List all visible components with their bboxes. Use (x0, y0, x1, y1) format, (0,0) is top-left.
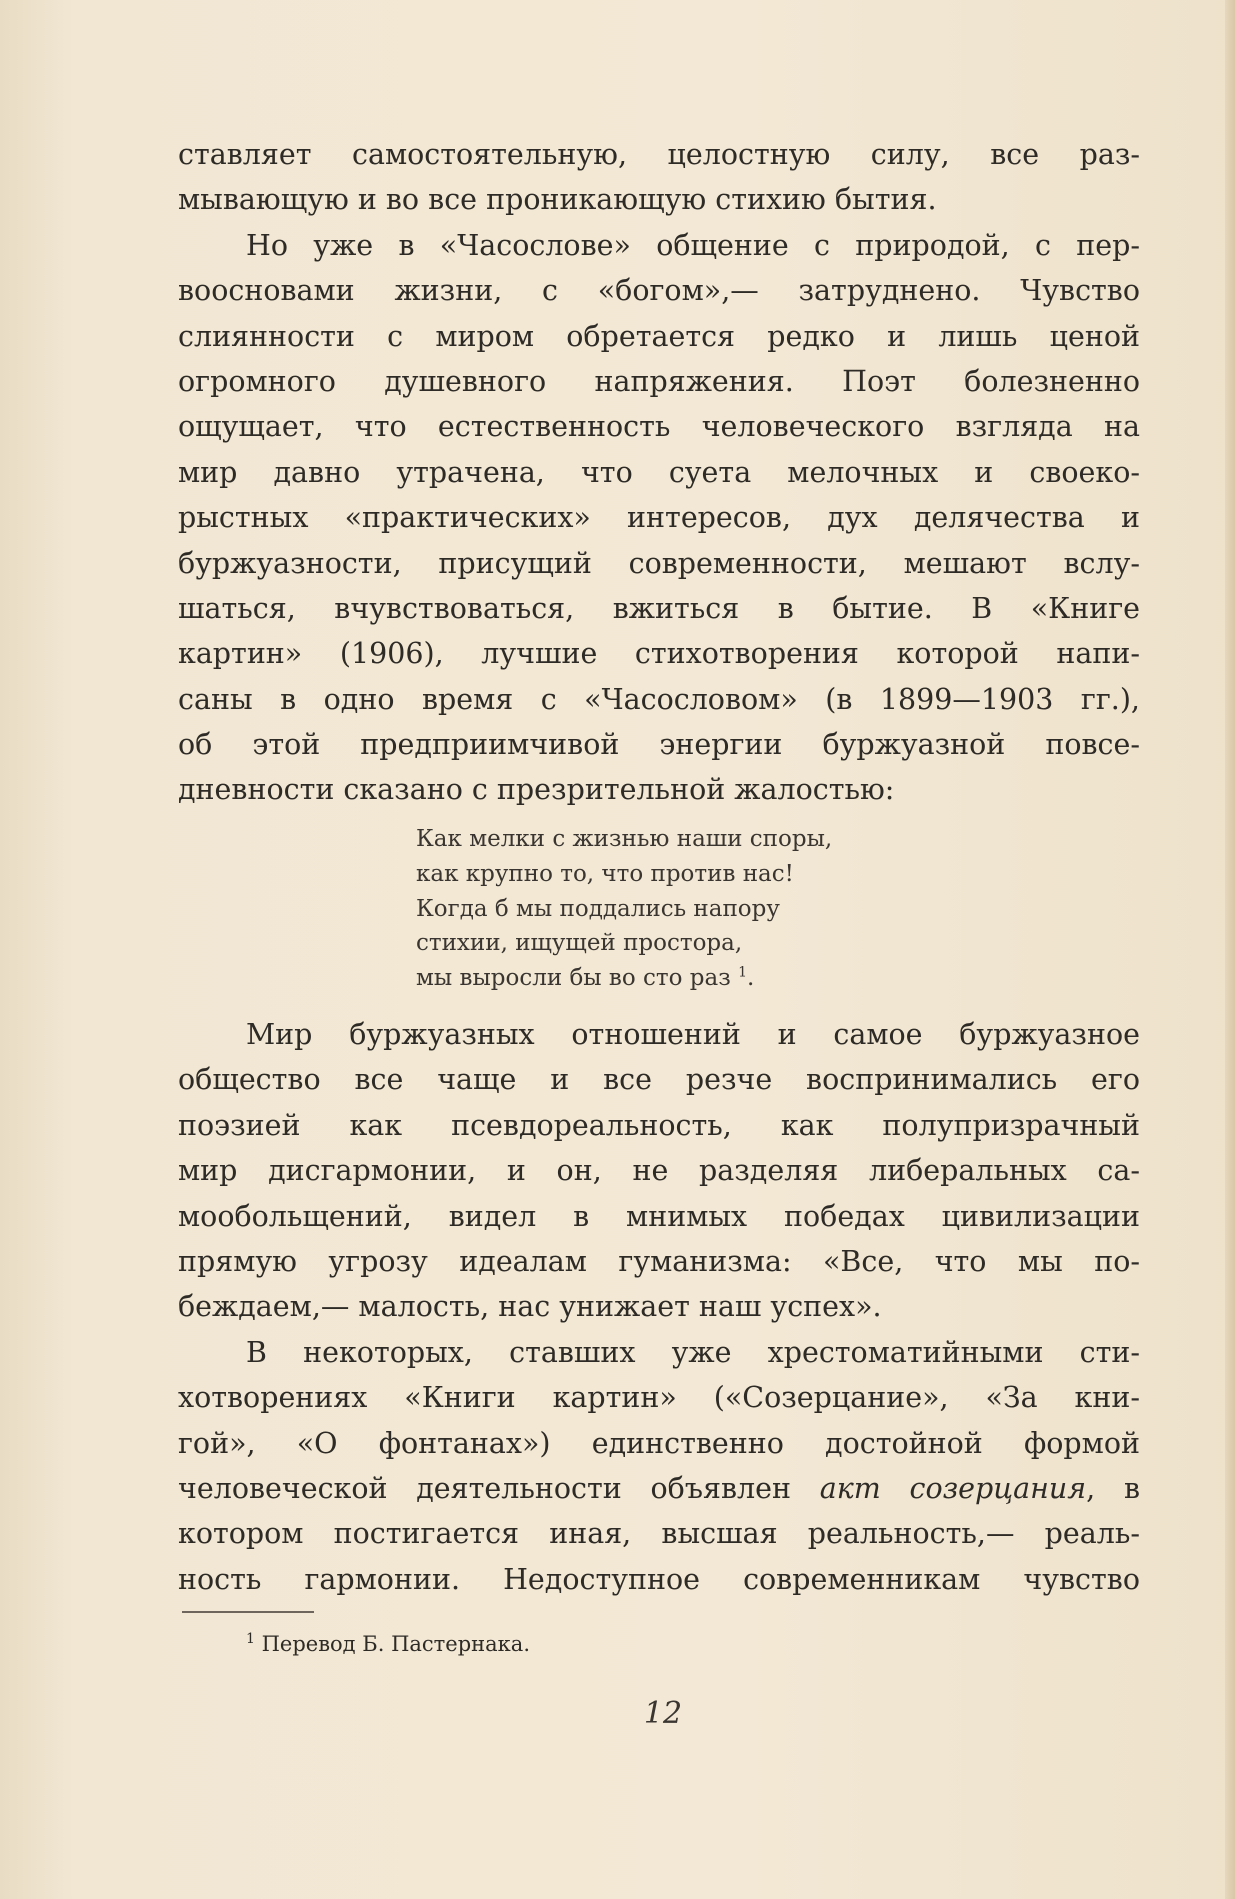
text-line: мывающую и во все проникающую стихию бытия. (178, 183, 937, 217)
footnote-number: 1 (246, 1631, 255, 1647)
text-segment: человеческой деятельности объявлен (178, 1471, 820, 1505)
italic-term: акт созерцания (819, 1471, 1087, 1505)
text-line: В некоторых, ставших уже хрестоматийными сти- (246, 1335, 1140, 1369)
poem-line: Когда б мы поддались напору (416, 895, 780, 922)
poem-line: стихии, ищущей простора, (416, 930, 743, 957)
text-segment: , в (1086, 1471, 1140, 1505)
text-line: Мир буржуазных отношений и самое буржуазное (246, 1018, 1140, 1051)
text-line: котором постигается иная, высшая реальность,— реаль- (178, 1517, 1140, 1551)
footnote-divider (182, 1611, 314, 1613)
text-line: об этой предприимчивой энергии буржуазной повсе- (178, 728, 1140, 762)
text-line: слиянности с миром обретается редко и лишь ценой (178, 319, 1140, 353)
text-line: ность гармонии. Недоступное современникам чувство (178, 1562, 1140, 1596)
poem-line-text: мы выросли бы во сто раз (416, 965, 731, 992)
text-line: картин» (1906), лучшие стихотворения которой напи- (178, 637, 1140, 671)
text-line: буржуазности, присущий современности, мешают вслу- (178, 546, 1140, 580)
text-line: мир давно утрачена, что суета мелочных и своеко- (178, 455, 1140, 489)
text-line: рыстных «практических» интересов, дух делячества и (178, 501, 1140, 535)
text-line: воосновами жизни, с «богом»,— затруднено. Чувство (178, 274, 1140, 308)
text-line: хотворениях «Книги картин» («Созерцание», «За кни- (178, 1381, 1140, 1415)
text-line: дневности сказано с презрительной жалостью: (178, 773, 895, 807)
page-edge (1225, 0, 1235, 1899)
footnote (246, 1629, 530, 1659)
text-line: гой», «О фонтанах») единственно достойной формой (178, 1426, 1140, 1460)
main-text-top (178, 132, 1140, 813)
poem-line: мы выросли бы во сто раз $^1$. (416, 964, 755, 992)
footnote-text: Перевод Б. Пастернака. (261, 1632, 530, 1656)
text-line: прямую угрозу идеалам гуманизма: «Все, что мы по- (178, 1244, 1140, 1278)
text-line: мир дисгармонии, и он, не разделяя либеральных са- (178, 1154, 1140, 1188)
footnote-marker: 1 (738, 964, 748, 981)
text-line: общество все чаще и все резче воспринимались его (178, 1063, 1140, 1097)
text-line: поэзией как псевдореальность, как полупризрачный (178, 1108, 1140, 1142)
main-text-bottom (178, 1012, 1140, 1602)
text-line: огромного душевного напряжения. Поэт болезненно (178, 364, 1140, 398)
text-line: саны в одно время с «Часословом» (в 1899—1903 гг.), (178, 682, 1140, 716)
text-line: мообольщений, видел в мнимых победах цивилизации (178, 1199, 1140, 1233)
text-line: Но уже в «Часослове» общение с природой, с пер- (246, 228, 1140, 262)
poem-line: как крупно то, что против нас! (416, 860, 794, 887)
page-number: 12 (643, 1696, 683, 1731)
text-line: шаться, вчувствоваться, вжиться в бытие. В «Книге (178, 591, 1140, 625)
text-line: ставляет самостоятельную, целостную силу, все раз- (178, 138, 1140, 171)
poem-line: Как мелки с жизнью наши споры, (416, 826, 833, 852)
text-line: беждаем,— малость, нас унижает наш успех». (178, 1290, 882, 1324)
text-line: ощущает, что естественность человеческого взгляда на (178, 410, 1140, 444)
text-line (178, 1466, 1140, 1511)
poem-quote (416, 822, 832, 996)
